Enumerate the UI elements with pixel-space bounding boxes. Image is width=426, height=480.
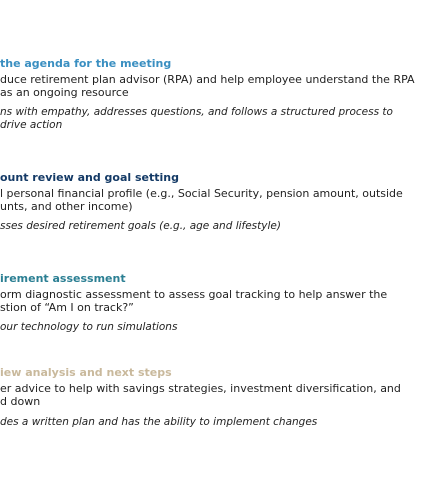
agenda-heading: the agenda for the meeting	[0, 57, 172, 70]
review-analysis-description-line-2: d down	[0, 395, 41, 408]
account-review-note: sses desired retirement goals (e.g., age and lifestyle)	[0, 220, 281, 232]
account-review-heading: ount review and goal setting	[0, 171, 179, 184]
retirement-assessment-description-line-2: stion of “Am I on track?”	[0, 301, 134, 314]
retirement-assessment-note: our technology to run simulations	[0, 321, 178, 333]
review-analysis-note: des a written plan and has the ability to implement changes	[0, 416, 318, 428]
retirement-assessment-section	[0, 272, 426, 334]
agenda-description-line-1: duce retirement plan advisor (RPA) and help employee understand the RPA	[0, 73, 415, 86]
account-review-section	[0, 171, 426, 233]
account-review-description-line-1: l personal financial profile (e.g., Social Security, pension amount, outside	[0, 187, 403, 200]
review-analysis-description-line-1: er advice to help with savings strategies, investment diversification, and	[0, 382, 401, 395]
agenda-description-line-2: as an ongoing resource	[0, 86, 129, 99]
agenda-section	[0, 57, 426, 132]
review-analysis-section	[0, 366, 426, 429]
retirement-assessment-description-line-1: orm diagnostic assessment to assess goal tracking to help answer the	[0, 288, 388, 301]
review-analysis-heading: iew analysis and next steps	[0, 366, 172, 379]
agenda-note-line-1: ns with empathy, addresses questions, and follows a structured process to	[0, 106, 393, 118]
account-review-description-line-2: unts, and other income)	[0, 200, 133, 213]
agenda-note-line-2: drive action	[0, 119, 63, 131]
retirement-assessment-heading: irement assessment	[0, 272, 126, 285]
